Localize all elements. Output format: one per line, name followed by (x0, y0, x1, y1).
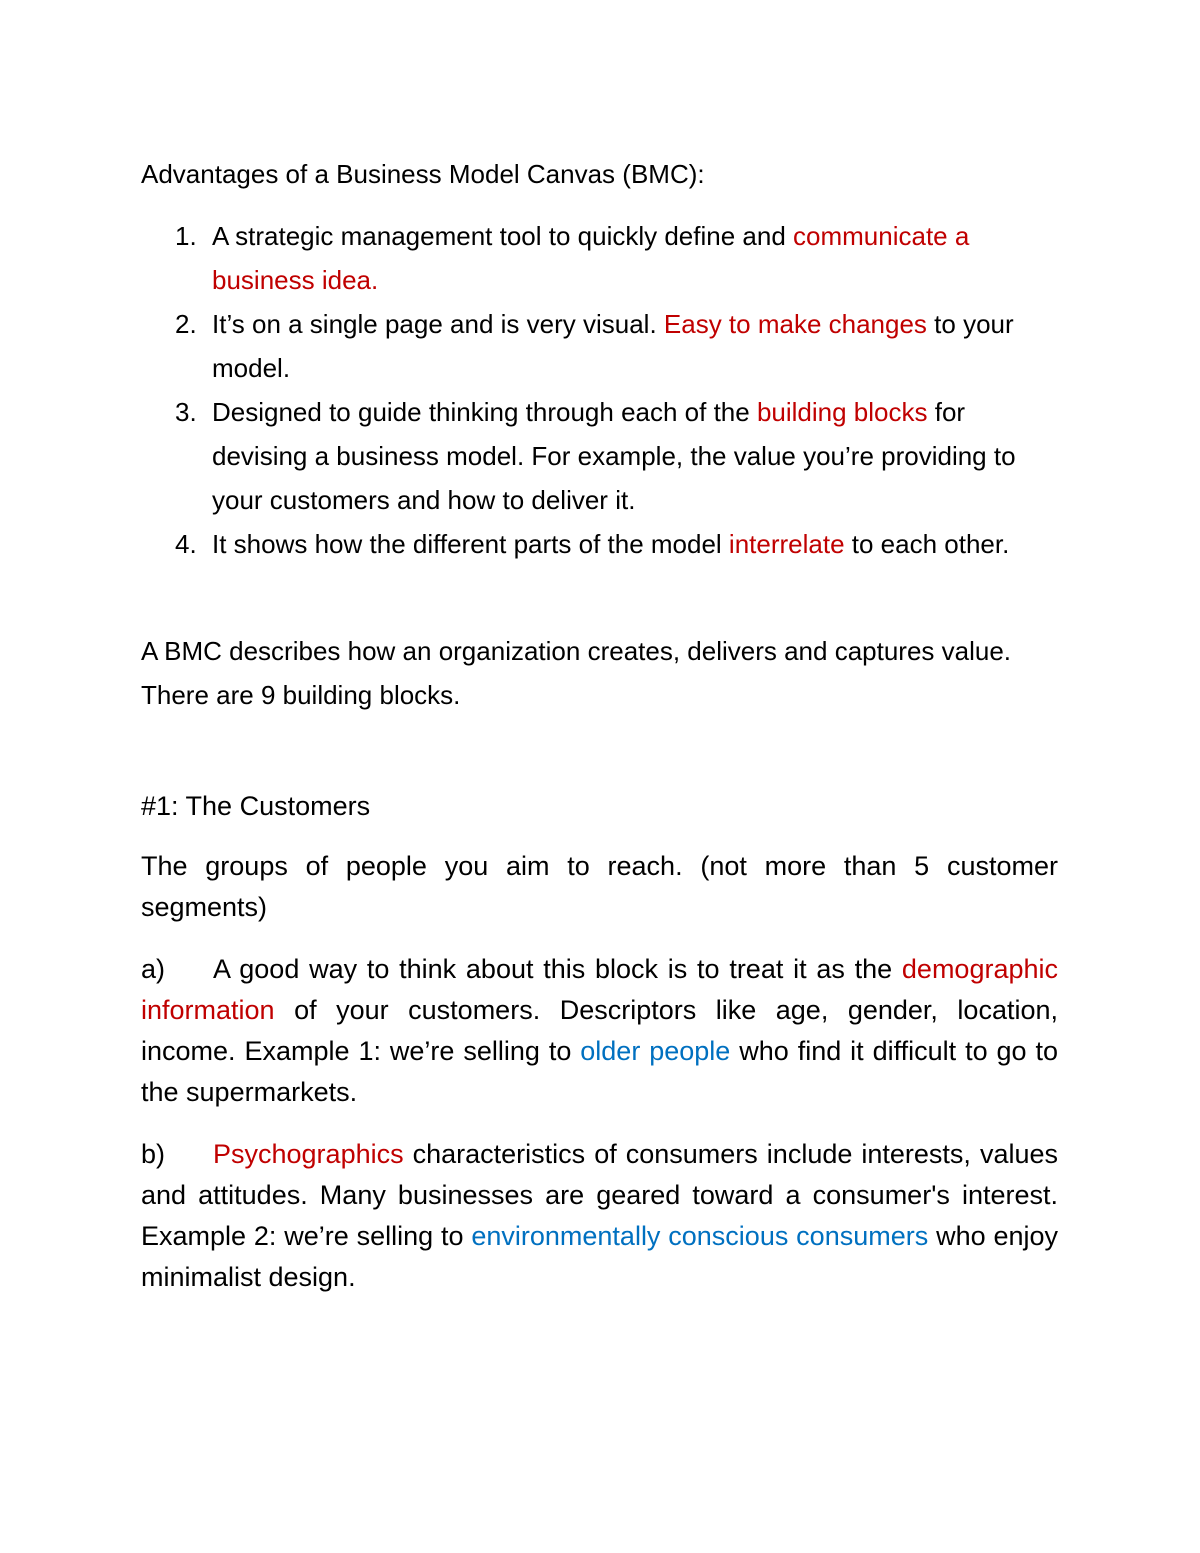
advantage-highlight: interrelate (728, 529, 845, 559)
point-text: who find it difficult to go to the supermarkets. (141, 1036, 1058, 1107)
list-number: 2. (175, 309, 197, 339)
advantage-item-4 (141, 522, 1061, 566)
point-text: of your customers. Descriptors like age, gender, location, income. Example 1: we’re selling to (141, 995, 1058, 1066)
advantage-text: to each other. (844, 529, 1010, 559)
advantage-highlight: Easy to make changes (663, 309, 927, 339)
point-highlight: Psychographics (213, 1139, 404, 1169)
point-text: who enjoy minimalist design. (141, 1221, 1058, 1292)
advantage-text: to your model. (212, 309, 1014, 383)
advantage-item-1 (141, 214, 1061, 302)
advantage-text: for devising a business model. For example, the value you’re providing to your customers and how to deliver it. (212, 397, 1016, 515)
list-number: 4. (175, 529, 197, 559)
point-marker: b) (141, 1139, 166, 1169)
list-number: 1. (175, 221, 197, 251)
section-title: #1: The Customers (141, 791, 371, 821)
advantage-item-3 (141, 390, 1061, 522)
point-marker: a) (141, 954, 166, 984)
point-text: characteristics of consumers include interests, values and attitudes. Many businesses are geared toward a consumer's interest. Example 2: we’re selling to (141, 1139, 1058, 1251)
example-highlight: environmentally conscious consumers (471, 1221, 929, 1251)
example-highlight: older people (580, 1036, 731, 1066)
advantage-highlight: building blocks (756, 397, 928, 427)
advantage-text: Designed to guide thinking through each of the (212, 397, 757, 427)
list-number: 3. (175, 397, 197, 427)
point-text: A good way to think about this block is to treat it as the (213, 954, 902, 984)
customers-intro: The groups of people you aim to reach. (not more than 5 customer segments) (141, 851, 1058, 922)
advantage-text: A strategic management tool to quickly define and (212, 221, 794, 251)
advantage-text: It’s on a single page and is very visual. (212, 309, 664, 339)
customers-point-b (141, 1134, 1058, 1298)
advantages-list (141, 214, 1061, 566)
advantage-highlight: communicate a business idea. (212, 221, 970, 295)
point-highlight: demographic information (141, 954, 1058, 1025)
advantage-text: It shows how the different parts of the model (212, 529, 729, 559)
advantage-item-2 (141, 302, 1061, 390)
bmc-summary: A BMC describes how an organization creates, delivers and captures value. There are 9 building blocks. (141, 636, 1012, 710)
customers-point-a (141, 949, 1058, 1113)
advantages-heading: Advantages of a Business Model Canvas (BMC): (141, 159, 705, 189)
